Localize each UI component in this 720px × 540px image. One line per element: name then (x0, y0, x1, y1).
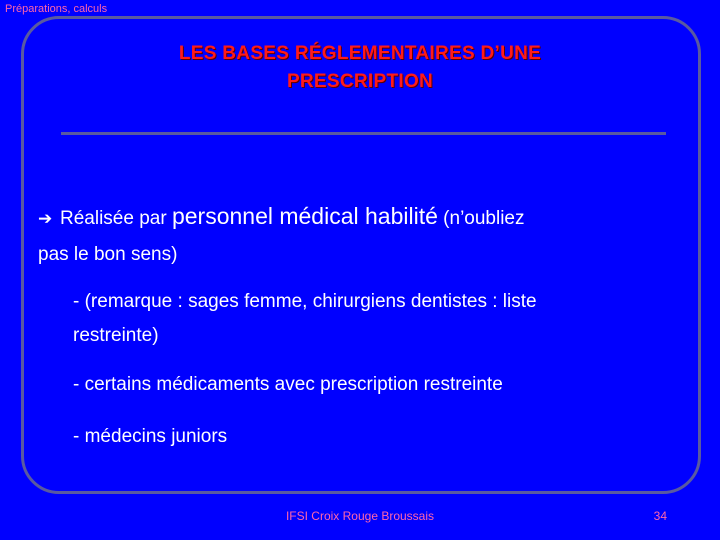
footer-organization: IFSI Croix Rouge Broussais (285, 509, 435, 523)
main-bullet (38, 198, 688, 273)
list-item-line-2: restreinte) (73, 325, 159, 346)
slide-title-line-1: LES BASES RÉGLEMENTAIRES D’UNE (178, 43, 542, 64)
list-item (73, 368, 683, 402)
title-divider (61, 132, 666, 135)
list-item-line-1: - certains médicaments avec prescription restreinte (73, 374, 503, 395)
bullet-line-1 (38, 198, 688, 237)
slide-title-line-2: PRESCRIPTION (286, 71, 434, 92)
bullet-suffix: (n’oubliez (437, 208, 525, 229)
bullet-line-2: pas le bon sens) (38, 244, 178, 265)
page-number: 34 (653, 509, 667, 523)
list-item (73, 420, 683, 454)
list-item-line-1: - médecins juniors (73, 426, 228, 447)
list-item-line-1: - (remarque : sages femme, chirurgiens dentistes : liste (73, 291, 537, 312)
slide-title (60, 40, 660, 96)
section-label: Préparations, calculs (5, 3, 108, 15)
list-item (73, 285, 683, 353)
arrow-right-icon: ➔ (38, 209, 53, 228)
bullet-prefix: Réalisée par (60, 208, 172, 229)
bullet-emphasis: personnel médical habilité (171, 203, 438, 229)
